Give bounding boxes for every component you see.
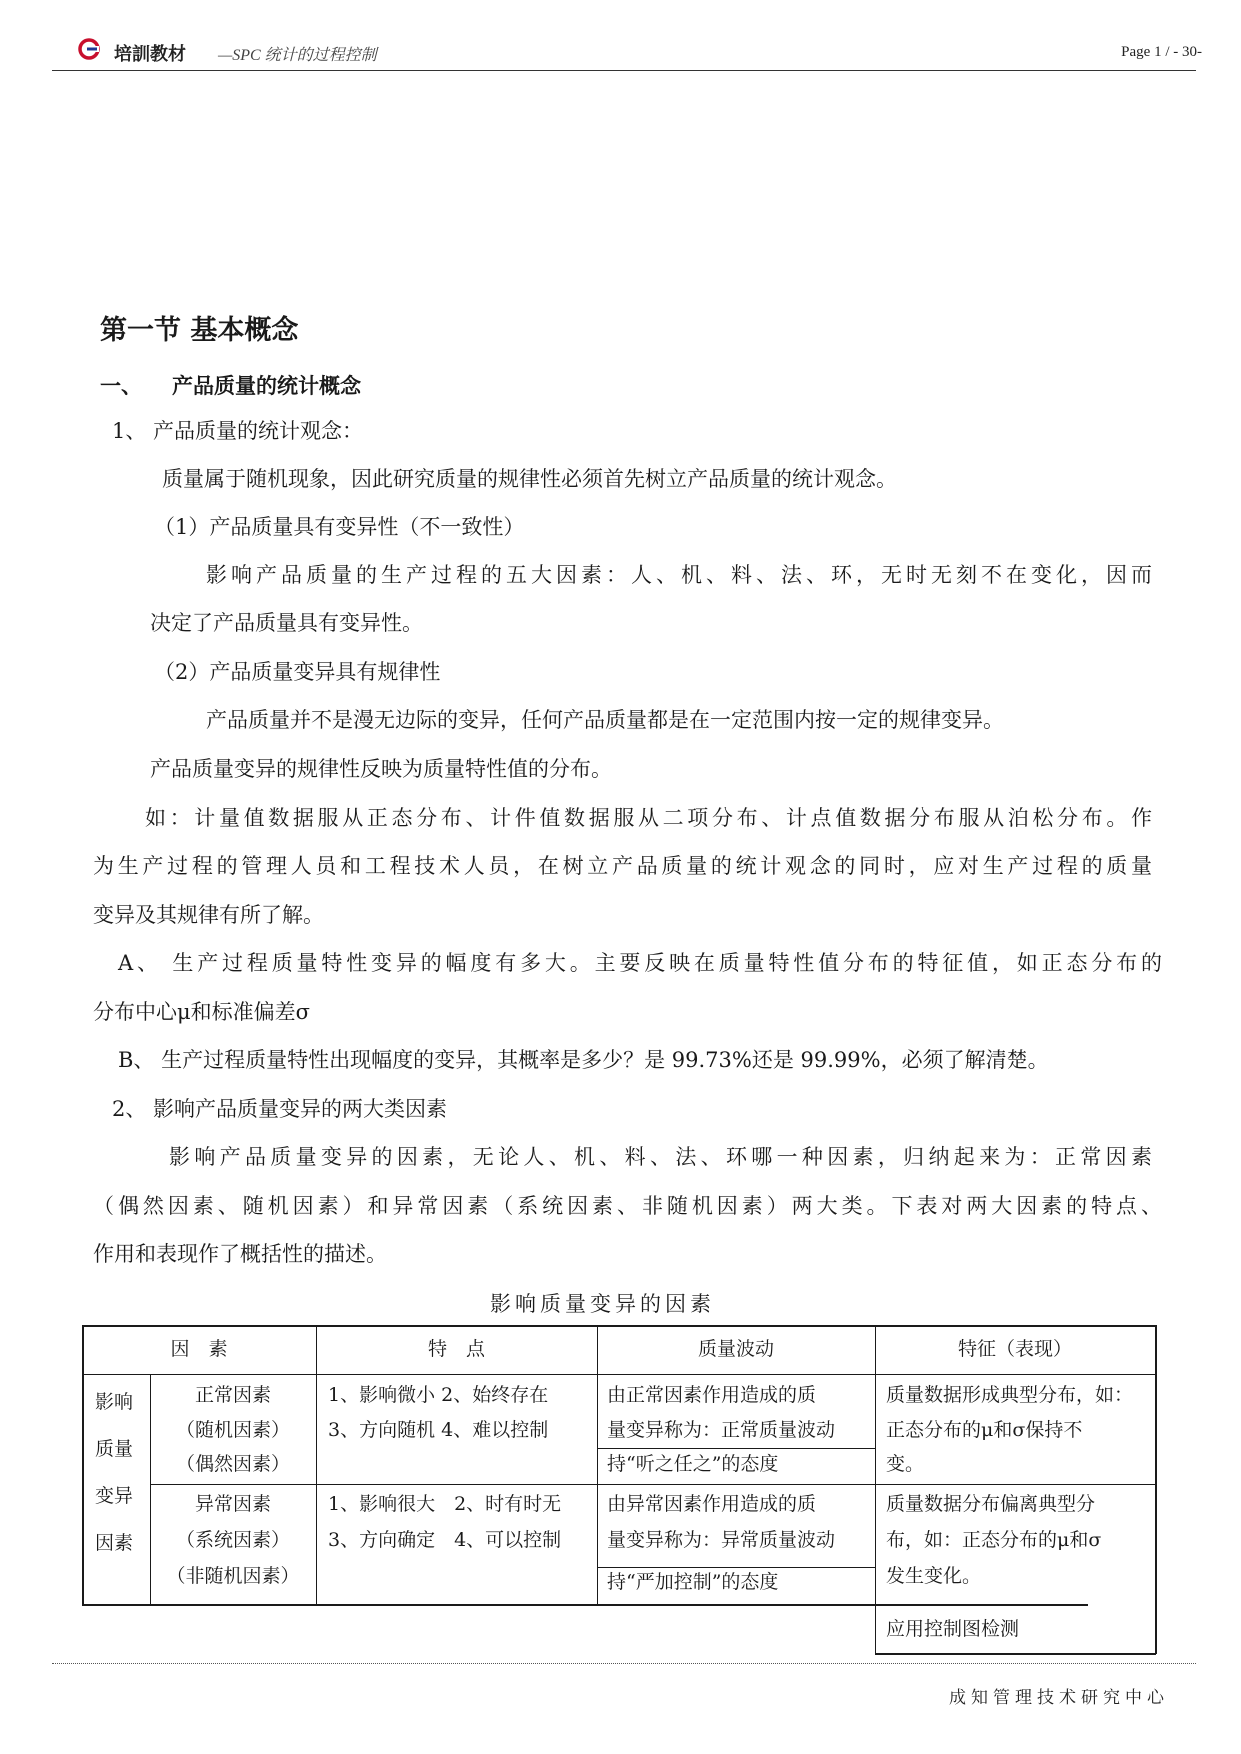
body-line: A、 生产过程质量特性变异的幅度有多大。主要反映在质量特性值分布的特征值，如正态分布的	[118, 951, 1162, 975]
body-line: （2）产品质量变异具有规律性	[154, 660, 441, 684]
body-line: （1）产品质量具有变异性（不一致性）	[154, 515, 525, 539]
table-header-trait: 特 点	[427, 1338, 485, 1360]
table-border-left	[82, 1325, 84, 1605]
abnormal-factor: （非随机因素）	[166, 1565, 300, 1587]
header-divider	[52, 70, 1196, 71]
abnormal-feature: 发生变化。	[886, 1565, 982, 1587]
body-line: 决定了产品质量具有变异性。	[150, 611, 423, 635]
table-col-line	[875, 1325, 876, 1654]
abnormal-trait: 1、影响很大 2、时有时无	[328, 1493, 562, 1515]
table-row-divider	[150, 1484, 1156, 1485]
abnormal-fluct: 由异常因素作用造成的质	[607, 1493, 817, 1515]
body-line: 为生产过程的管理人员和工程技术人员，在树立产品质量的统计观念的同时，应对生产过程的质量	[93, 854, 1152, 878]
footer-organization: 成知管理技术研究中心	[949, 1688, 1169, 1708]
fluct-divider-1	[598, 1448, 875, 1449]
row-label: 质量	[95, 1438, 134, 1460]
body-line: 变异及其规律有所了解。	[93, 903, 324, 927]
body-line: （偶然因素、随机因素）和异常因素（系统因素、非随机因素）两大类。下表对两大因素的特点、	[93, 1194, 1162, 1218]
abnormal-factor: 异常因素	[194, 1493, 271, 1515]
body-line: 如：计量值数据服从正态分布、计件值数据服从二项分布、计点值数据分布服从泊松分布。作	[145, 806, 1152, 830]
table-header-fluct: 质量波动	[697, 1338, 774, 1360]
subsection-heading	[100, 370, 361, 400]
section-title: 第一节 基本概念	[100, 315, 299, 346]
table-border-right	[1155, 1325, 1157, 1654]
normal-factor: （随机因素）	[175, 1419, 290, 1441]
body-line: 产品质量变异的规律性反映为质量特性值的分布。	[150, 757, 612, 781]
normal-fluct: 量变异称为：正常质量波动	[607, 1419, 836, 1441]
normal-factor: 正常因素	[194, 1384, 271, 1406]
normal-feature: 变。	[886, 1453, 925, 1475]
abnormal-factor: （系统因素）	[175, 1529, 290, 1551]
abnormal-trait: 3、方向确定 4、可以控制	[328, 1529, 562, 1551]
row-label: 影响	[95, 1391, 134, 1413]
body-line: B、 生产过程质量特性出现幅度的变异，其概率是多少？是 99.73%还是 99.99%，必须了解清楚。	[118, 1048, 1049, 1072]
table-border-top	[82, 1325, 1156, 1327]
normal-feature: 正态分布的μ和σ保持不	[886, 1419, 1083, 1441]
table-header-factor: 因 素	[170, 1338, 228, 1360]
table-caption: 影响质量变异的因素	[490, 1292, 715, 1316]
body-line: 作用和表现作了概括性的描述。	[93, 1242, 387, 1266]
body-line: 影响产品质量变异的因素，无论人、机、料、法、环哪一种因素，归纳起来为：正常因素	[169, 1145, 1152, 1169]
control-chart-note: 应用控制图检测	[886, 1618, 1020, 1640]
body-line: 2、 影响产品质量变异的两大类因素	[112, 1097, 448, 1121]
normal-fluct: 持“听之任之”的态度	[607, 1453, 779, 1475]
fluct-divider-2	[598, 1567, 875, 1568]
normal-feature: 质量数据形成典型分布，如：	[886, 1384, 1134, 1406]
normal-trait: 3、方向随机 4、难以控制	[328, 1419, 549, 1441]
row-label: 因素	[95, 1532, 134, 1554]
page-number: Page 1 / - 30-	[1121, 44, 1202, 60]
subsection-text: 产品质量的统计概念	[172, 374, 361, 398]
row-label: 变异	[95, 1485, 134, 1507]
abnormal-feature: 布，如：正态分布的μ和σ	[886, 1529, 1102, 1551]
subsection-number: 一、	[100, 374, 142, 398]
table-bottom	[82, 1604, 1088, 1606]
table-col-line	[316, 1325, 317, 1605]
page-header	[78, 34, 1202, 70]
normal-trait: 1、影响微小 2、始终存在	[328, 1384, 549, 1406]
normal-factor: （偶然因素）	[175, 1453, 290, 1475]
abnormal-fluct: 持“严加控制”的态度	[607, 1571, 779, 1593]
table-extra-bottom	[875, 1653, 1156, 1655]
abnormal-fluct: 量变异称为：异常质量波动	[607, 1529, 836, 1551]
table-header-feature: 特征（表现）	[957, 1338, 1072, 1360]
footer-divider	[52, 1663, 1196, 1664]
body-line: 质量属于随机现象，因此研究质量的规律性必须首先树立产品质量的统计观念。	[162, 467, 897, 491]
body-line: 产品质量并不是漫无边际的变异，任何产品质量都是在一定范围内按一定的规律变异。	[206, 708, 1004, 732]
body-line: 影响产品质量的生产过程的五大因素：人、机、料、法、环，无时无刻不在变化，因而	[206, 563, 1152, 587]
table-col-line	[597, 1325, 598, 1605]
abnormal-feature: 质量数据分布偏离典型分	[886, 1493, 1096, 1515]
company-logo-icon	[78, 38, 100, 60]
body-line: 1、 产品质量的统计观念：	[112, 419, 364, 443]
brand-name: 培訓教材	[114, 44, 186, 65]
body-line: 分布中心μ和标准偏差σ	[93, 1000, 310, 1024]
table-header-bottom	[82, 1374, 1156, 1375]
course-title: —SPC 统计的过程控制	[218, 47, 377, 64]
normal-fluct: 由正常因素作用造成的质	[607, 1384, 817, 1406]
